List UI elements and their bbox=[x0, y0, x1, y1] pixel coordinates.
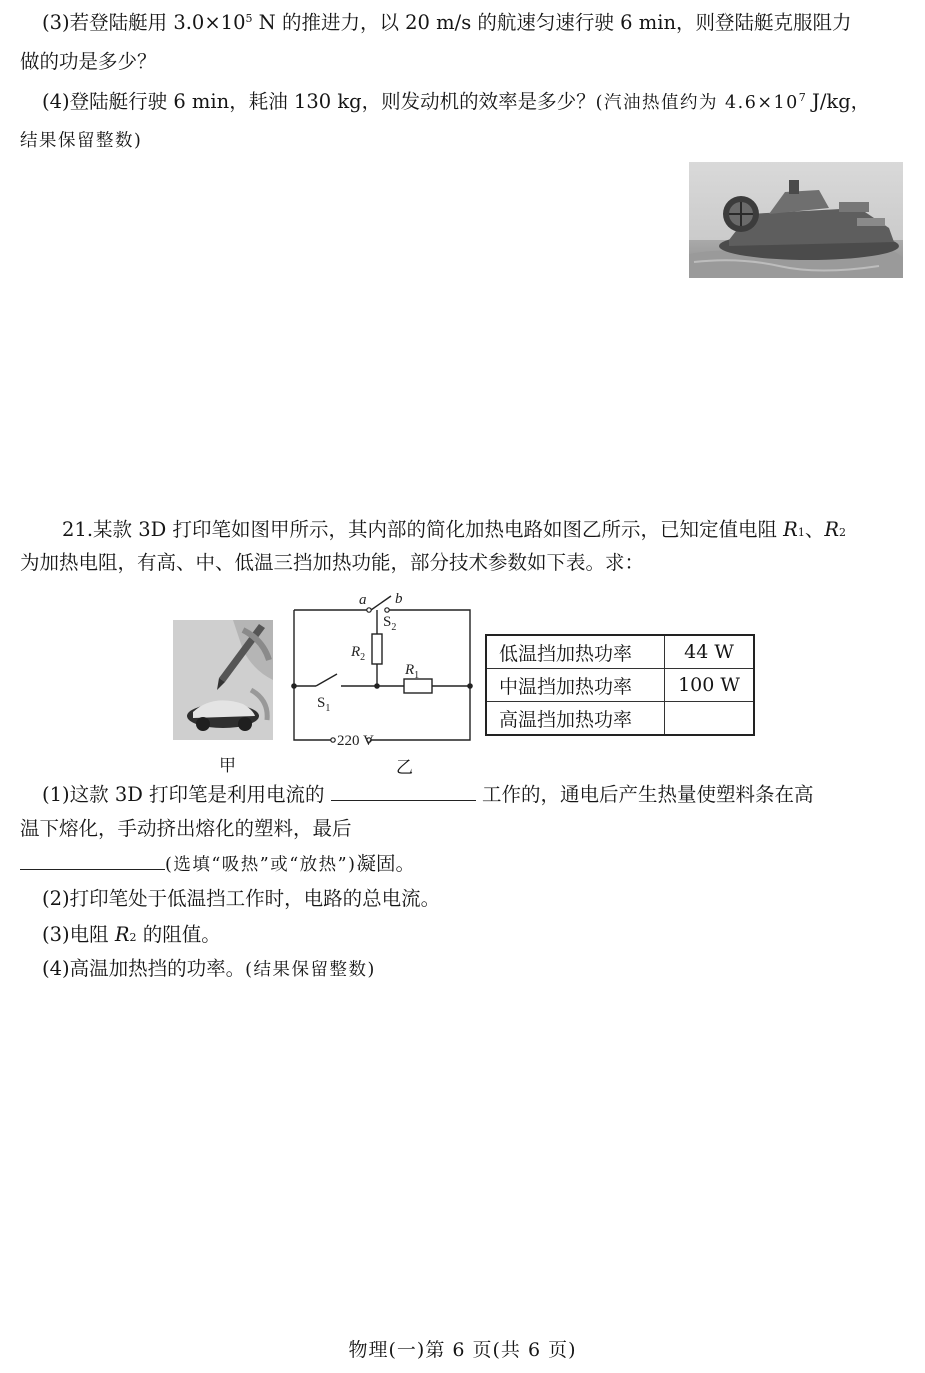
q20-part4-line1 bbox=[42, 89, 870, 116]
q21-part3-text-a: (3)电阻 bbox=[42, 923, 115, 946]
q20-part3-line2: 做的功是多少？ bbox=[20, 50, 157, 73]
answer-blank-2[interactable] bbox=[20, 851, 165, 870]
table-row bbox=[486, 635, 754, 669]
resistor-r2-label: $R_2$ bbox=[351, 644, 366, 663]
q20-part3-exponent: 5 bbox=[245, 12, 253, 25]
q21-part3 bbox=[42, 922, 221, 948]
table-cell-value: 100 W bbox=[665, 669, 755, 702]
q21-part1-line1 bbox=[42, 782, 813, 808]
q21-part1-line3 bbox=[20, 851, 415, 878]
table-cell-value bbox=[665, 702, 755, 736]
terminal-a-label: a bbox=[359, 592, 367, 608]
table-row bbox=[486, 669, 754, 702]
figure-caption-right: 乙 bbox=[396, 758, 413, 778]
switch-s1-label: $S_1$ bbox=[317, 695, 331, 714]
table-row bbox=[486, 702, 754, 736]
q20-part4-note-a: (汽油热值约为 4.6×10 bbox=[595, 93, 799, 113]
q21-part4 bbox=[42, 956, 376, 983]
q21-part2: (2)打印笔处于低温挡工作时，电路的总电流。 bbox=[42, 887, 441, 910]
q21-r1-sub: 1 bbox=[797, 526, 805, 539]
q21-r2: R bbox=[824, 518, 840, 541]
q21-intro-line1 bbox=[62, 517, 846, 543]
q20-part4-text-c: J/kg， bbox=[805, 90, 871, 113]
q21-intro-line2: 为加热电阻，有高、中、低温三挡加热功能，部分技术参数如下表。求： bbox=[20, 551, 645, 574]
terminal-b-label: b bbox=[395, 591, 403, 607]
hovercraft-illustration bbox=[689, 162, 903, 278]
q21-part1-text-e: 凝固。 bbox=[356, 852, 415, 875]
q20-part3-line1 bbox=[42, 10, 852, 36]
q21-part1-text-a: (1)这款 3D 打印笔是利用电流的 bbox=[42, 783, 325, 806]
q20-part4-exponent: 7 bbox=[798, 91, 806, 104]
q20-part3-text-b: N 的推进力，以 20 m/s 的航速匀速行驶 6 min，则登陆艇克服阻力 bbox=[252, 11, 852, 34]
q21-part3-r: R bbox=[114, 923, 130, 946]
page-footer: 物理(一)第 6 页(共 6 页) bbox=[348, 1339, 577, 1361]
figure-caption-left: 甲 bbox=[219, 756, 236, 776]
hovercraft-photo bbox=[689, 162, 903, 278]
q20-part4-text-a: (4)登陆艇行驶 6 min，耗油 130 kg，则发动机的效率是多少？ bbox=[42, 90, 596, 113]
heating-circuit-diagram bbox=[285, 590, 485, 755]
voltage-label: 220 V bbox=[337, 733, 374, 749]
q20-part3-text-a: (3)若登陆艇用 3.0×10 bbox=[42, 11, 246, 34]
q21-part3-text-b: 的阻值。 bbox=[136, 923, 221, 946]
switch-s2-label: $S_2$ bbox=[383, 614, 397, 633]
q21-part3-sub: 2 bbox=[129, 931, 137, 944]
table-cell-value: 44 W bbox=[665, 635, 755, 669]
q21-part4-text-a: (4)高温加热挡的功率。 bbox=[42, 957, 246, 980]
q21-part1-line2: 温下熔化，手动挤出熔化的塑料，最后 bbox=[20, 817, 352, 840]
table-cell-label: 低温挡加热功率 bbox=[486, 635, 665, 669]
q21-part1-text-b: 工作的，通电后产生热量使塑料条在高 bbox=[481, 783, 814, 806]
3d-pen-illustration bbox=[173, 620, 273, 740]
power-parameter-table bbox=[485, 634, 755, 736]
q21-intro-text: 21.某款 3D 打印笔如图甲所示，其内部的简化加热电路如图乙所示，已知定值电阻 bbox=[62, 518, 784, 541]
table-cell-label: 高温挡加热功率 bbox=[486, 702, 665, 736]
answer-blank-1[interactable] bbox=[331, 782, 476, 801]
q21-part1-note: (选填“吸热”或“放热”) bbox=[165, 855, 357, 875]
3d-pen-photo bbox=[173, 620, 273, 740]
resistor-r1-label: $R_1$ bbox=[405, 662, 420, 681]
table-cell-label: 中温挡加热功率 bbox=[486, 669, 665, 702]
q20-part4-line2: 结果保留整数) bbox=[20, 131, 143, 151]
q21-r1: R bbox=[783, 518, 798, 541]
q21-r2-sub: 2 bbox=[839, 526, 847, 539]
q21-part4-note: (结果保留整数) bbox=[245, 960, 376, 980]
q21-sep: 、 bbox=[804, 518, 825, 541]
